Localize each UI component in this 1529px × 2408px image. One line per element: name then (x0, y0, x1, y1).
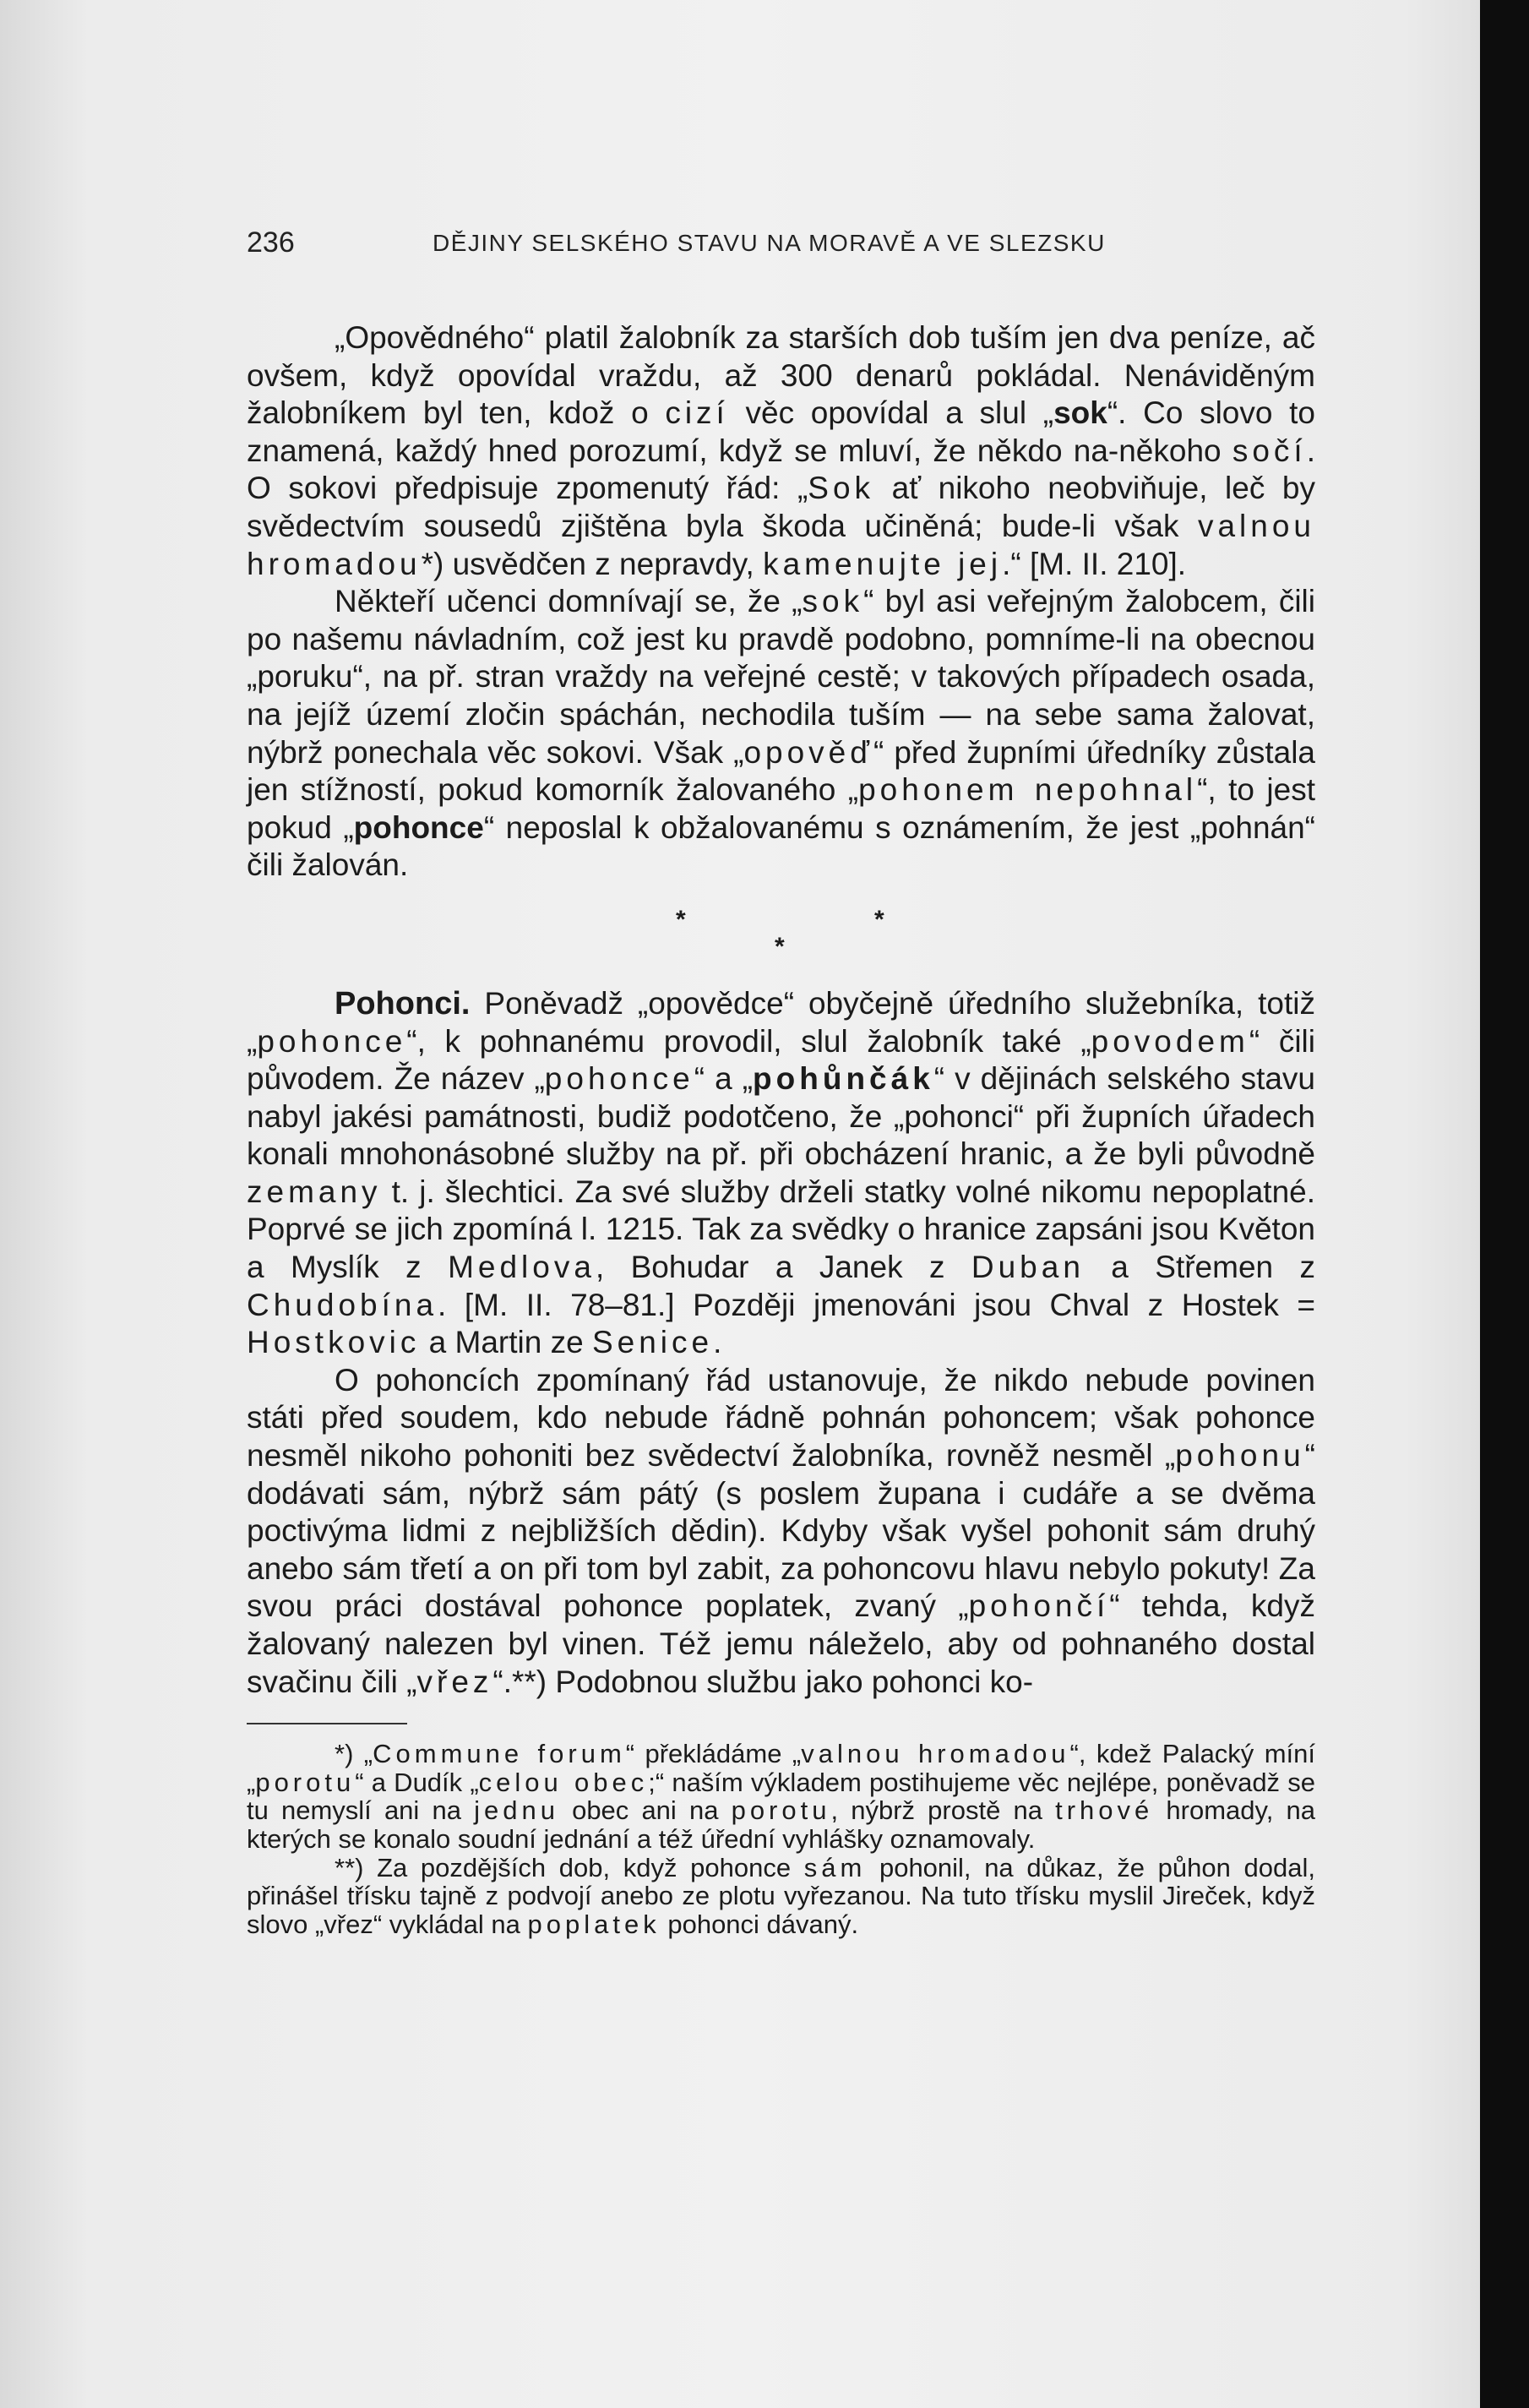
spaced-word: sám (803, 1852, 867, 1882)
text-run: *) „ (335, 1739, 373, 1769)
spaced-word: porotu (255, 1767, 356, 1797)
bold-word: sok (1053, 395, 1107, 431)
spaced-word: pohonce (544, 1061, 694, 1097)
spaced-word: Chudobína (247, 1287, 438, 1322)
spaced-word: vřez (416, 1664, 493, 1699)
spaced-word: povodem (1091, 1023, 1249, 1059)
text-run: ať nikoho neobviňuje, leč by svědectvím sousedů zjištěna byla škoda učiněná; bude-li však (247, 471, 1315, 543)
footnote-1 (247, 1740, 1315, 1853)
spaced-word: opověď (743, 734, 874, 770)
asterisk: * (874, 905, 884, 934)
footnote-2 (247, 1854, 1315, 1939)
spaced-word: sok (802, 584, 864, 619)
text-run: , nýbrž prostě na (830, 1795, 1056, 1826)
page-number: 236 (247, 226, 295, 259)
body-text (247, 319, 1315, 1938)
bold-word: pohonce (353, 809, 484, 845)
spaced-word: valnou hromadou (801, 1739, 1070, 1769)
spaced-word: cizí (665, 395, 729, 431)
spaced-word: pohůnčák (753, 1061, 934, 1097)
text-run: “, to jest pokud „ (247, 772, 1315, 845)
text-run: . [M. II. 78–81.] Později jmenováni jsou Chval z Hostek = (438, 1287, 1315, 1322)
text-run: věc opovídal a slul „ (728, 395, 1054, 431)
text-run: obec ani na (558, 1795, 732, 1826)
text-run: “ neposlal k obžalovanému s oznámením, že jest „pohnán“ čili žalován. (247, 809, 1315, 883)
spaced-word: zemany (247, 1174, 382, 1209)
paragraph-pohonci (247, 985, 1315, 1362)
spaced-word: Commune forum (373, 1739, 626, 1769)
text-run: hromady, na kterých se konalo soudní jednání a též úřední vyhlášky oznamovaly. (247, 1795, 1315, 1854)
scan-edge (1480, 0, 1529, 2408)
page-header (247, 226, 1345, 269)
spaced-word: kamenujte jej (763, 546, 1003, 581)
spaced-word: valnou hromadou (247, 508, 1315, 581)
footnote-divider (247, 1723, 407, 1724)
spaced-word: trhové (1055, 1795, 1154, 1826)
text-run: “.**) Podobnou službu jako pohonci ko- (492, 1664, 1034, 1699)
spaced-word: pohonu (1175, 1438, 1305, 1474)
text-run: pohonil, na důkaz, že půhon dodal, přinášel třísku tajně z podvojí anebo ze plotu vyřezanou. Na tuto třísku myslil Jireček, když slovo „vřez“ vykládal na (247, 1852, 1315, 1939)
text-run: . (713, 1325, 722, 1360)
spaced-word: jednu (474, 1795, 559, 1826)
text-run: t. j. šlechtici. Za své služby drželi statky volné nikomu nepoplatné. Poprvé se jich zpomíná l. 1215. Tak za svědky o hranice zapsáni jsou Květon a Myslík z (247, 1174, 1315, 1285)
text-run: “ a „ (694, 1061, 754, 1097)
text-run: .“ [M. II. 210]. (1002, 546, 1187, 581)
footnotes (247, 1740, 1315, 1938)
text-run: “, k pohnanému provodil, slul žalobník také „ (406, 1023, 1091, 1059)
section-heading: Pohonci. (335, 985, 471, 1021)
spaced-word: Sok (808, 471, 875, 506)
text-run: . O sokovi předpisuje zpomenutý řád: „ (247, 433, 1315, 506)
text-run: „Opovědného“ platil žalobník za starších dob tuším jen dva peníze, ač ovšem, když opovídal vraždu, až 300 denarů pokládal. Nenáviděným žalobníkem byl ten, kdož o (247, 320, 1315, 431)
text-run: **) Za pozdějších dob, když pohonce (335, 1852, 804, 1882)
spaced-word: Duban (971, 1250, 1085, 1285)
text-run: “ před župními úředníky zůstala jen stížností, pokud komorník žalovaného „ (247, 734, 1316, 808)
spaced-word: pohončí (968, 1588, 1110, 1624)
spaced-word: Medlova (448, 1250, 596, 1285)
spaced-word: poplatek (527, 1909, 661, 1939)
spaced-word: pohonce (257, 1023, 407, 1059)
spaced-word: Hostkovic (247, 1325, 421, 1360)
asterisk: * (775, 932, 785, 961)
spaced-word: Senice (591, 1325, 714, 1360)
spaced-word: pohonem nepohnal (858, 772, 1198, 808)
text-run: pohonci dávaný. (660, 1909, 859, 1939)
paragraph-opovedne (247, 319, 1315, 583)
text-run: “ překládáme „ (625, 1739, 802, 1769)
text-run: O pohoncích zpomínaný řád ustanovuje, že nikdo nebude povinen státi před soudem, kdo nebude řádně pohnán pohoncem; však pohonce nesměl nikoho pohoniti bez svědectví žalobníka, rovněž nesměl „ (247, 1362, 1315, 1474)
spaced-word: sočí (1232, 433, 1307, 468)
section-break-asterisks (247, 888, 1315, 968)
text-run: “ tehda, když žalovaný nalezen byl vinen. Též jemu náleželo, aby od pohnaného dostal svačinu čili „ (247, 1588, 1315, 1699)
asterisk: * (676, 905, 686, 934)
text-run: , Bohudar a Janek z (595, 1250, 971, 1285)
running-title: DĚJINY SELSKÉHO STAVU NA MORAVĚ A VE SLEZSKU (433, 230, 1106, 256)
text-run: ;“ naším výkladem postihujeme věc nejlépe, poněvadž se tu nemyslí ani na (247, 1767, 1315, 1826)
text-run: “ v dějinách selského stavu nabyl jakési památnosti, budiž podotčeno, že „pohonci“ při župních úřadech konali mnohonásobné služby na př. při obcházení hranic, a že byli původně (247, 1061, 1316, 1172)
text-run: Někteří učenci domnívají se, že „ (335, 584, 803, 619)
text-run: “ čili původem. Že název „ (247, 1023, 1315, 1097)
text-run: a Martin ze (420, 1325, 592, 1360)
text-run: “ byl asi veřejným žalobcem, čili po našemu návladním, což jest ku pravdě podobno, pomníme-li na obecnou „poruku“, na př. stran vraždy na veřejné cestě; v takových případech osada, na jejíž území zločin spáchán, nechodila tuším — na sebe sama žalovat, nýbrž ponechala věc sokovi. Však „ (247, 584, 1315, 770)
text-run: “, kdež Palacký míní „ (247, 1739, 1315, 1797)
spaced-word: porotu (731, 1795, 831, 1826)
spaced-word: celou obec (478, 1767, 649, 1797)
paragraph-povinnosti-pohonce (247, 1362, 1315, 1701)
text-run: Poněvadž „opovědce“ obyčejně úředního služebníka, totiž „ (247, 985, 1315, 1059)
text-run: a Střemen z (1084, 1250, 1315, 1285)
text-run: “ dodávati sám, nýbrž sám pátý (s poslem župana i cudáře a se dvěma poctivýma lidmi z nejbližších dědin). Kdyby však vyšel pohonit sám druhý anebo sám třetí a on při tom byl zabit, za pohoncovu hlavu nebylo pokuty! Za svou práci dostával pohonce poplatek, zvaný „ (247, 1438, 1315, 1624)
text-run: “ a Dudík „ (355, 1767, 479, 1797)
paragraph-sok (247, 583, 1315, 885)
text-run: *) usvědčen z nepravdy, (421, 546, 764, 581)
text-run: “. Co slovo to znamená, každý hned porozumí, když se mluví, že někdo na-někoho (247, 395, 1315, 468)
